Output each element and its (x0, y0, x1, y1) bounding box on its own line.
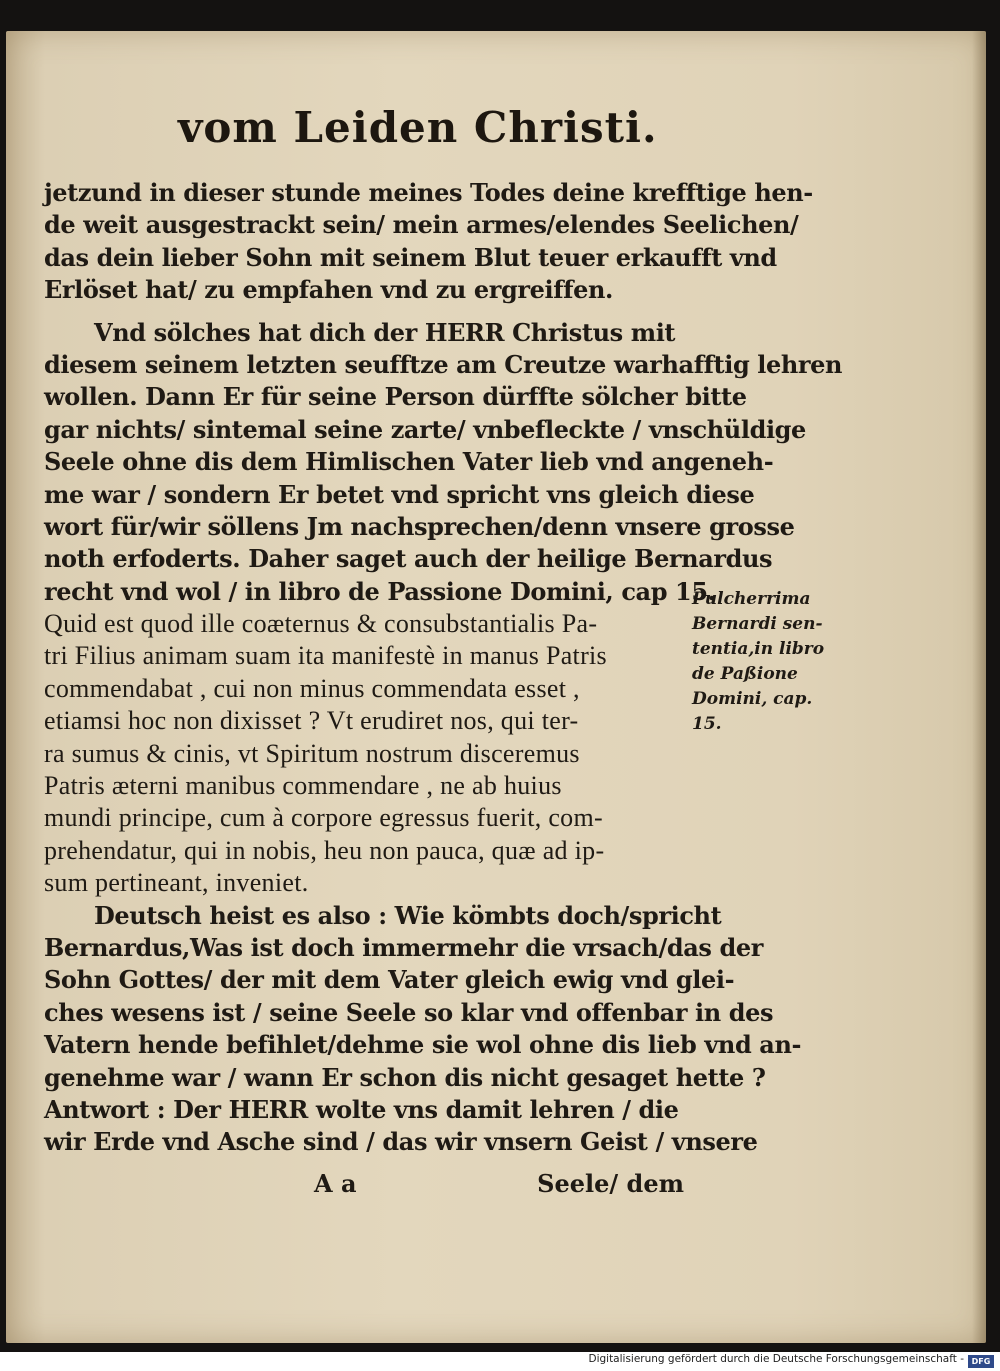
text-line: wir Erde vnd Asche sind / das wir vnsern Geist / vnsere (44, 1127, 758, 1157)
marginal-line: Pulcherrima (692, 589, 811, 609)
text-line: gar nichts/ sintemal seine zarte/ vnbefleckte / vnschüldige (44, 414, 806, 444)
text-line: Vatern hende befihlet/dehme sie wol ohne dis lieb vnd an- (44, 1030, 802, 1060)
text-line: de weit ausgestrackt sein/ mein armes/elendes Seelichen/ (44, 210, 799, 240)
book-page (6, 31, 986, 1343)
text-line: recht vnd wol / in libro de Passione Domini, cap 15. (44, 576, 716, 606)
text-line: me war / sondern Er betet vnd spricht vns gleich diese (44, 479, 755, 509)
text-line: diesem seinem letzten seufftze am Creutze warhafftig lehren (44, 349, 843, 379)
text-line: commendabat , cui non minus commendata esset , (44, 673, 580, 703)
text-line: tri Filius animam suam ita manifestè in manus Patris (44, 641, 607, 671)
text-line: Seele ohne dis dem Himlischen Vater lieb vnd angeneh- (44, 447, 774, 477)
text-line: wollen. Dann Er für seine Person dürffte sölcher bitte (44, 382, 747, 412)
signature-mark: A a (314, 1169, 357, 1198)
text-line: jetzund in dieser stunde meines Todes deine krefftige hen- (44, 178, 813, 207)
marginal-line: tentia,in libro (692, 639, 825, 659)
page-footer-line (44, 1169, 684, 1201)
text-line: Sohn Gottes/ der mit dem Vater gleich ewig vnd glei- (44, 965, 735, 995)
text-line: etiamsi hoc non dixisset ? Vt erudiret nos, qui ter- (44, 706, 579, 736)
paragraph-gap (44, 307, 684, 317)
text-line: Deutsch heist es also : Wie kömbts doch/spricht (94, 900, 722, 930)
text-line: wort für/wir söllens Jm nachsprechen/denn vnsere grosse (44, 511, 795, 541)
text-line: das dein lieber Sohn mit seinem Blut teuer erkaufft vnd (44, 242, 777, 272)
marginal-line: Bernardi sen- (692, 614, 823, 634)
marginal-note (692, 587, 825, 737)
catchword: Seele/ dem (537, 1169, 684, 1198)
funding-credit: Digitalisierung gefördert durch die Deutsche Forschungsgemeinschaft - (588, 1353, 964, 1365)
text-line: Vnd sölches hat dich der HERR Christus mit (94, 317, 676, 347)
text-line: ches wesens ist / seine Seele so klar vnd offenbar in des (44, 997, 774, 1027)
text-line: sum pertineant, inveniet. (44, 868, 309, 898)
text-line: Bernardus,Was ist doch immermehr die vrsach/das der (44, 932, 763, 962)
marginal-line: Domini, cap. (692, 689, 813, 709)
marginal-line: 15. (692, 714, 722, 734)
marginal-line: de Paßione (692, 664, 798, 684)
text-line: prehendatur, qui in nobis, heu non pauca, quæ ad ip- (44, 835, 605, 865)
text-line: Erlöset hat/ zu empfahen vnd zu ergreiffen. (44, 275, 613, 305)
text-line: ra sumus & cinis, vt Spiritum nostrum disceremus (44, 738, 580, 768)
text-line: Patris æterni manibus commendare , ne ab huius (44, 771, 562, 801)
text-line: mundi principe, cum à corpore egressus fuerit, com- (44, 803, 603, 833)
text-line: noth erfoderts. Daher saget auch der heilige Bernardus (44, 544, 773, 574)
dfg-logo: DFG (968, 1355, 994, 1368)
text-line: Quid est quod ille coæternus & consubstantialis Pa- (44, 609, 598, 639)
text-line: Antwort : Der HERR wolte vns damit lehren / die (44, 1094, 679, 1124)
text-line: genehme war / wann Er schon dis nicht gesaget hette ? (44, 1062, 766, 1092)
running-head: vom Leiden Christi. (178, 103, 658, 152)
